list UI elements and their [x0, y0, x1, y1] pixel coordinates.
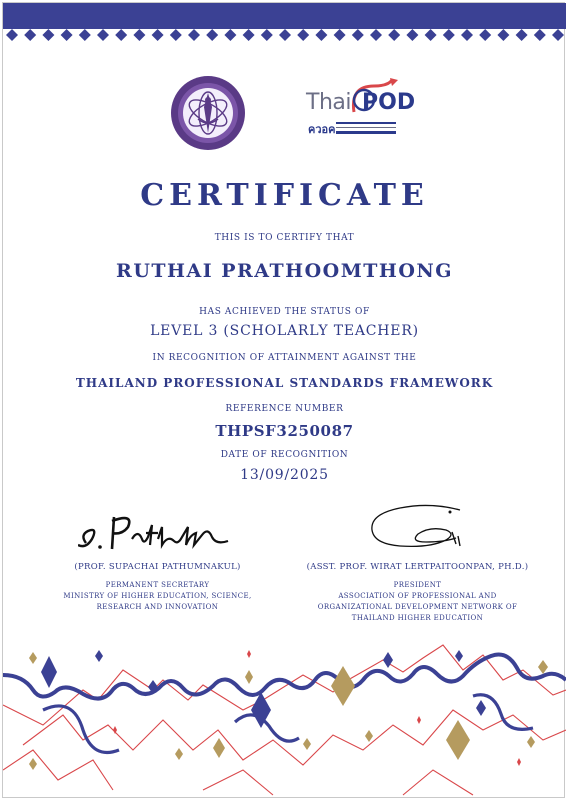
- band-diamond: [497, 29, 509, 41]
- band-diamond: [315, 29, 327, 41]
- thaipod-rule: [336, 131, 396, 134]
- band-diamond: [224, 29, 236, 41]
- band-diamond: [425, 29, 437, 41]
- thaipod-rule: [336, 122, 396, 124]
- left-signatory-role: PERMANENT SECRETARY: [105, 581, 210, 589]
- left-signatory-name: (PROF. SUPACHAI PATHUMNAKUL): [74, 562, 241, 572]
- band-diamond: [133, 29, 145, 41]
- band-diamond: [170, 29, 182, 41]
- band-diamond: [406, 29, 418, 41]
- band-diamond: [24, 29, 36, 41]
- band-diamond: [243, 29, 255, 41]
- band-diamond: [115, 29, 127, 41]
- band-diamond: [97, 29, 109, 41]
- band-diamond: [152, 29, 164, 41]
- band-diamond: [516, 29, 528, 41]
- thaipod-word-thai: Thai: [306, 90, 351, 115]
- thaipod-rule: [336, 127, 396, 128]
- band-diamond: [534, 29, 546, 41]
- recipient-name: RUTHAI PRATHOOMTHONG: [116, 260, 453, 282]
- band-diamond: [552, 29, 564, 41]
- left-signatory-org: MINISTRY OF HIGHER EDUCATION, SCIENCE,: [63, 592, 252, 600]
- red-arch-line: [23, 710, 566, 765]
- band-diamond: [370, 29, 382, 41]
- top-band: [3, 3, 566, 29]
- achieved-line: HAS ACHIEVED THE STATUS OF: [199, 307, 370, 317]
- date-label: DATE OF RECOGNITION: [220, 450, 349, 460]
- band-diamond: [206, 29, 218, 41]
- reference-label: REFERENCE NUMBER: [225, 404, 344, 414]
- band-diamond: [479, 29, 491, 41]
- recognition-line: IN RECOGNITION OF ATTAINMENT AGAINST THE: [152, 353, 417, 363]
- left-signatory-org: RESEARCH AND INNOVATION: [96, 603, 219, 611]
- red-arch-line: [3, 750, 473, 795]
- university-emblem-icon: [170, 75, 246, 151]
- band-diamond: [297, 29, 309, 41]
- right-signature-icon: [360, 500, 480, 558]
- right-signatory-org: ASSOCIATION OF PROFESSIONAL AND: [338, 592, 497, 600]
- thaipod-logo-icon: [300, 78, 416, 142]
- band-diamond: [334, 29, 346, 41]
- right-signatory-org: THAILAND HIGHER EDUCATION: [351, 614, 484, 622]
- recognition-date: 13/09/2025: [240, 467, 329, 483]
- certificate-title: CERTIFICATE: [140, 178, 429, 213]
- thaipod-sub: ควอค: [308, 123, 336, 136]
- band-diamond: [188, 29, 200, 41]
- right-signatory-role: PRESIDENT: [393, 581, 442, 589]
- left-signature-icon: [78, 505, 238, 555]
- bottom-decorative-pattern: [3, 630, 566, 798]
- band-diamond: [352, 29, 364, 41]
- status-level: LEVEL 3 (SCHOLARLY TEACHER): [150, 323, 419, 339]
- right-signatory-name: (ASST. PROF. WIRAT LERTPAITOONPAN, PH.D.): [306, 562, 529, 572]
- right-signatory-org: ORGANIZATIONAL DEVELOPMENT NETWORK OF: [317, 603, 518, 611]
- band-diamond: [279, 29, 291, 41]
- framework-name: THAILAND PROFESSIONAL STANDARDS FRAMEWORK: [75, 376, 494, 390]
- band-diamond: [461, 29, 473, 41]
- right-signatory: [300, 562, 535, 624]
- band-diamond: [42, 29, 54, 41]
- band-diamond: [61, 29, 73, 41]
- top-band-diamond-edge: [3, 27, 566, 49]
- band-diamond: [388, 29, 400, 41]
- band-diamond: [79, 29, 91, 41]
- left-signatory: [60, 562, 255, 613]
- certify-line: THIS IS TO CERTIFY THAT: [214, 233, 355, 243]
- band-diamond: [6, 29, 18, 41]
- band-diamond: [443, 29, 455, 41]
- navy-arch-line: [3, 655, 566, 699]
- reference-number: THPSF3250087: [215, 422, 354, 440]
- band-diamond: [261, 29, 273, 41]
- thaipod-word-pod: POD: [362, 90, 416, 115]
